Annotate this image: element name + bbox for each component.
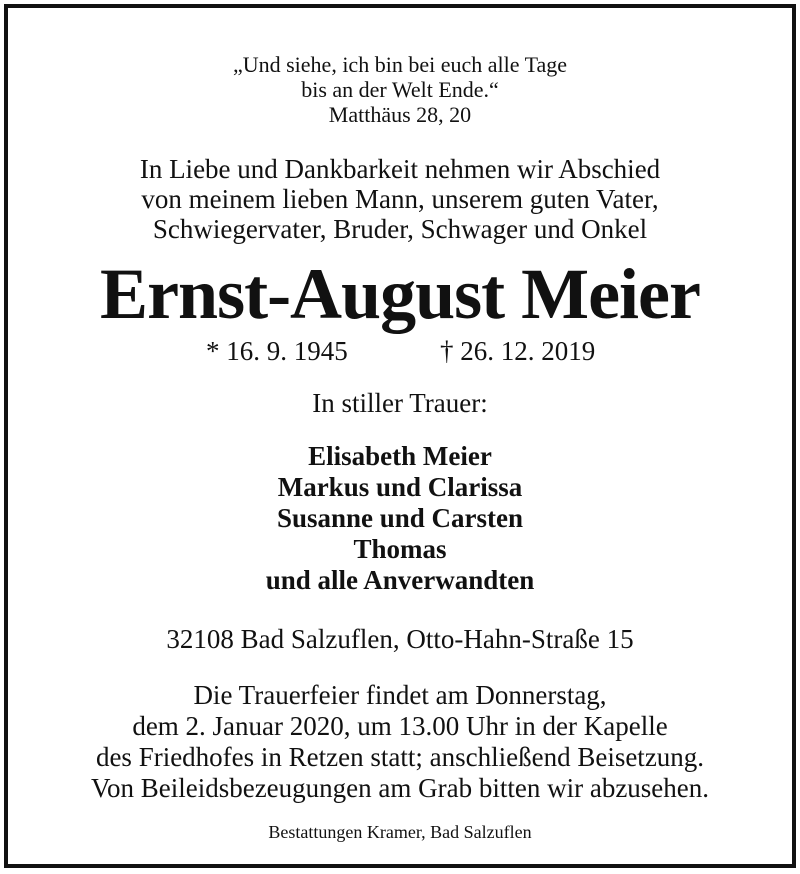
family-list	[8, 441, 792, 596]
ceremony-line: dem 2. Januar 2020, um 13.00 Uhr in der Kapelle	[132, 711, 668, 741]
family-member: und alle Anverwandten	[265, 565, 535, 595]
intro-line: von meinem lieben Mann, unserem guten Vater,	[141, 184, 659, 214]
ceremony-line: Die Trauerfeier findet am Donnerstag,	[193, 680, 607, 710]
quote-line: „Und siehe, ich bin bei euch alle Tage	[232, 52, 568, 77]
death-date: † 26. 12. 2019	[440, 336, 596, 366]
obituary-frame	[4, 4, 796, 868]
family-member: Susanne und Carsten	[276, 503, 524, 533]
family-member: Markus und Clarissa	[277, 472, 523, 502]
intro-line: In Liebe und Dankbarkeit nehmen wir Abschied	[139, 154, 661, 184]
ceremony-line: Von Beileidsbezeugungen am Grab bitten wir abzusehen.	[90, 773, 710, 803]
quote-source: Matthäus 28, 20	[328, 102, 472, 127]
funeral-home: Bestattungen Kramer, Bad Salzuflen	[268, 822, 532, 842]
family-member: Elisabeth Meier	[308, 441, 492, 471]
deceased-name: Ernst-August Meier	[100, 254, 700, 334]
family-member: Thomas	[353, 534, 447, 564]
quote-line: bis an der Welt Ende.“	[301, 77, 499, 102]
mourning-label: In stiller Trauer:	[312, 388, 488, 418]
birth-date: * 16. 9. 1945	[206, 336, 348, 366]
intro-text	[8, 154, 792, 244]
ceremony-line: des Friedhofes in Retzen statt; anschließend Beisetzung.	[95, 742, 705, 772]
bible-quote	[8, 52, 792, 127]
intro-line: Schwiegervater, Bruder, Schwager und Onkel	[152, 214, 648, 244]
ceremony-info	[8, 680, 792, 804]
family-address: 32108 Bad Salzuflen, Otto-Hahn-Straße 15	[166, 624, 634, 654]
